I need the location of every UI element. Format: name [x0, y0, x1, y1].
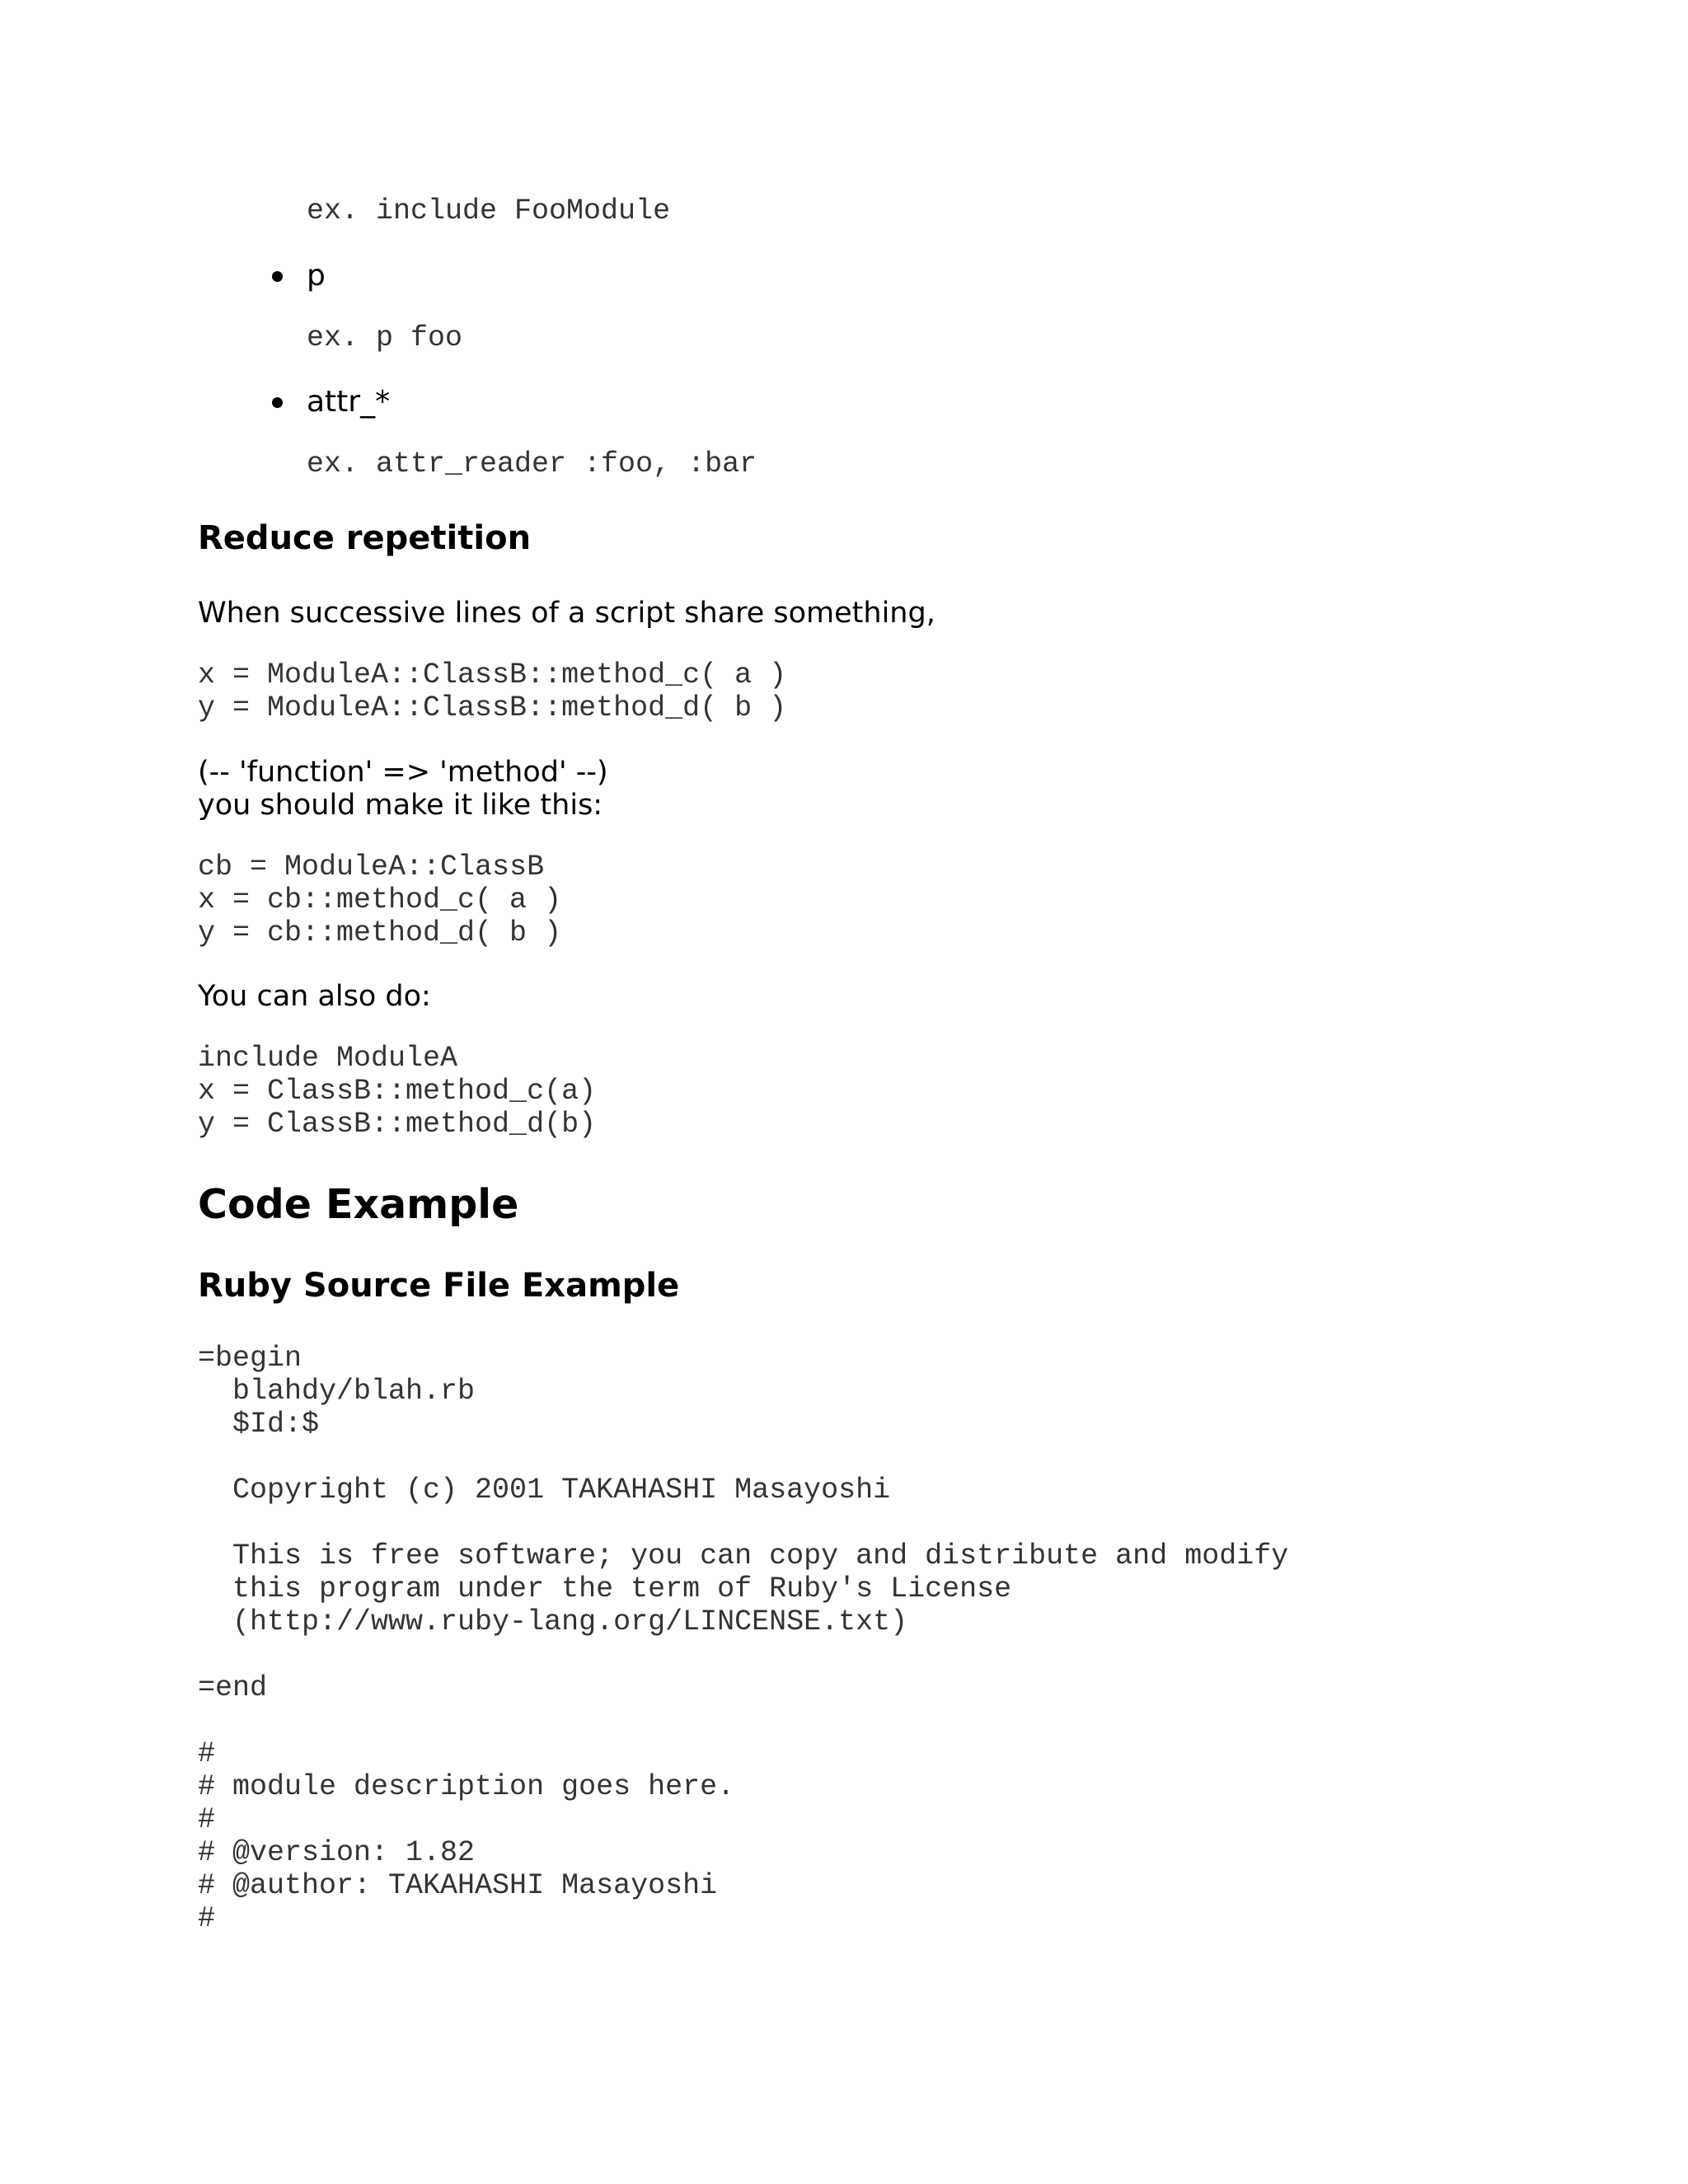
code-block-ruby-source: =begin blahdy/blah.rb $Id:$ Copyright (c) 2001 TAKAHASHI Masayoshi This is free software; you can copy and distribute and modify this program under the term of Ruby's License (http://www.ruby-lang.org/LINCENSE.txt) =end # # module description goes here. # # @version: 1.82 # @author: TAKAHASHI Masayoshi #	[198, 1342, 1289, 1935]
code-block-before: x = ModuleA::ClassB::method_c( a ) y = ModuleA::ClassB::method_d( b )	[198, 658, 787, 724]
bullet-icon	[272, 271, 283, 282]
example-p-code: ex. p foo	[307, 321, 463, 354]
list-item-label: p	[307, 259, 326, 293]
code-block-after: cb = ModuleA::ClassB x = cb::method_c( a ) y = cb::method_d( b )	[198, 851, 562, 949]
paragraph-intro: When successive lines of a script share something,	[198, 597, 935, 630]
section-heading-code-example: Code Example	[198, 1181, 519, 1228]
code-block-include: include ModuleA x = ClassB::method_c(a) y = ClassB::method_d(b)	[198, 1042, 597, 1141]
bullet-icon	[272, 397, 283, 408]
paragraph-note-line1: (-- 'function' => 'method' --)	[198, 756, 608, 789]
subheading-ruby-source-file-example: Ruby Source File Example	[198, 1267, 680, 1305]
example-include-code: ex. include FooModule	[307, 194, 671, 227]
list-item-p	[272, 258, 326, 294]
list-item-label: attr_*	[307, 385, 391, 419]
paragraph-also: You can also do:	[198, 980, 431, 1013]
paragraph-note-line2: you should make it like this:	[198, 789, 603, 822]
list-item-attr	[272, 384, 390, 420]
section-heading-reduce-repetition: Reduce repetition	[198, 519, 532, 557]
example-attr-code: ex. attr_reader :foo, :bar	[307, 448, 757, 480]
